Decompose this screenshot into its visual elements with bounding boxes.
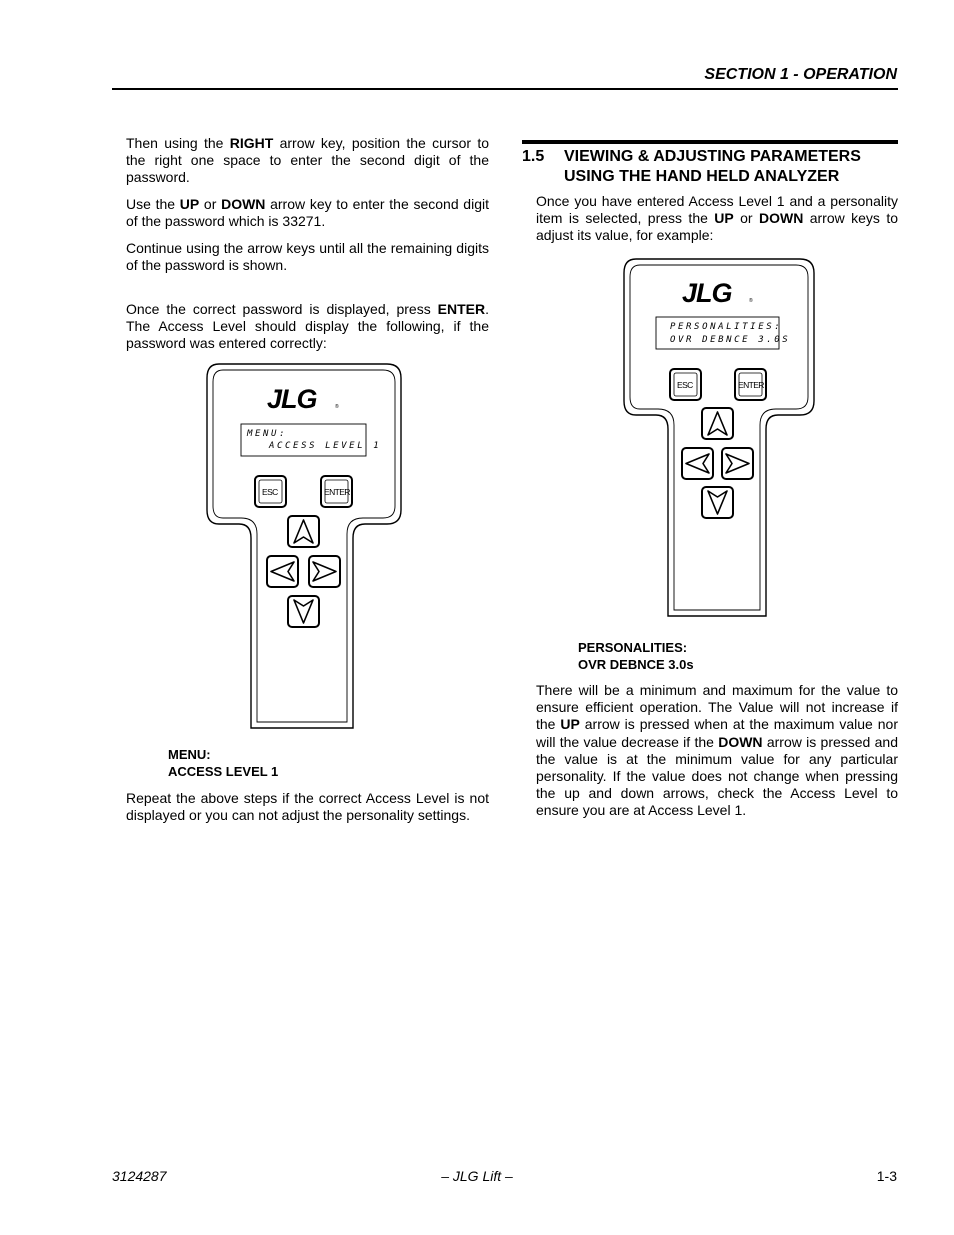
section-number: 1.5 — [522, 148, 545, 165]
lcd-line-2: OVR DEBNCE 3.0S — [670, 335, 791, 345]
lcd-line-1: MENU: — [247, 429, 288, 439]
left-arrow-key — [267, 556, 298, 587]
paragraph-continue: Continue using the arrow keys until all the remaining digits of the password is shown. — [126, 240, 489, 274]
jlg-logo: JLG — [267, 384, 317, 414]
footer-doc-number: 3124287 — [112, 1168, 167, 1184]
down-arrow-key — [702, 487, 733, 518]
header-rule — [112, 88, 898, 90]
down-arrow-key — [288, 596, 319, 627]
svg-text:ESC: ESC — [677, 380, 693, 390]
footer-page-number: 1-3 — [876, 1168, 897, 1184]
enter-key — [321, 476, 352, 507]
paragraph-enter: Once the correct password is displayed, press ENTER. The Access Level should display the following, if the password was entered correctly: — [126, 301, 489, 352]
up-arrow-key — [702, 408, 733, 439]
hand-held-analyzer-personalities — [622, 257, 816, 618]
svg-text:®: ® — [335, 404, 339, 410]
paragraph-once-entered: Once you have entered Access Level 1 and a personality item is selected, press the UP or DOWN arrow keys to adjust its value, for example: — [536, 193, 898, 244]
lcd-line-2: ACCESS LEVEL 1 — [269, 441, 382, 451]
section-rule — [522, 140, 898, 144]
paragraph-up-down: Use the UP or DOWN arrow key to enter the second digit of the password which is 33271. — [126, 196, 489, 230]
left-arrow-key — [682, 448, 713, 479]
svg-text:ENTER: ENTER — [738, 380, 764, 390]
lcd-line-1: PERSONALITIES: — [670, 322, 783, 332]
paragraph-min-max: There will be a minimum and maximum for the value to ensure efficient operation. The Value will not increase if the UP arrow is pressed when at the maximum value nor will the value decrease if the DOWN arrow is pressed and the value is at the minimum value for any particular personality. If the value does not change when pressing the up and down arrows, check the Access Level to ensure you are at Access Level 1. — [536, 682, 898, 819]
section-title: VIEWING & ADJUSTING PARAMETERS USING THE HAND HELD ANALYZER — [564, 148, 861, 185]
esc-key — [670, 369, 701, 400]
right-arrow-key — [309, 556, 340, 587]
footer-center-title: – JLG Lift – — [441, 1168, 513, 1184]
figure-caption-access-level: MENU: ACCESS LEVEL 1 — [168, 747, 279, 779]
right-arrow-key — [722, 448, 753, 479]
jlg-logo: JLG — [682, 278, 732, 308]
esc-key — [255, 476, 286, 507]
svg-text:ESC: ESC — [262, 487, 278, 497]
svg-text:ENTER: ENTER — [324, 487, 350, 497]
hand-held-analyzer-access-level — [205, 362, 403, 730]
svg-text:®: ® — [749, 298, 753, 304]
paragraph-repeat: Repeat the above steps if the correct Access Level is not displayed or you can not adjust the personality settings. — [126, 790, 489, 824]
up-arrow-key — [288, 516, 319, 547]
paragraph-right-arrow: Then using the RIGHT arrow key, position the cursor to the right one space to enter the second digit of the password. — [126, 135, 489, 186]
section-header-title: SECTION 1 - OPERATION — [704, 66, 897, 83]
figure-caption-personalities: PERSONALITIES: OVR DEBNCE 3.0s — [578, 640, 694, 672]
enter-key — [735, 369, 766, 400]
